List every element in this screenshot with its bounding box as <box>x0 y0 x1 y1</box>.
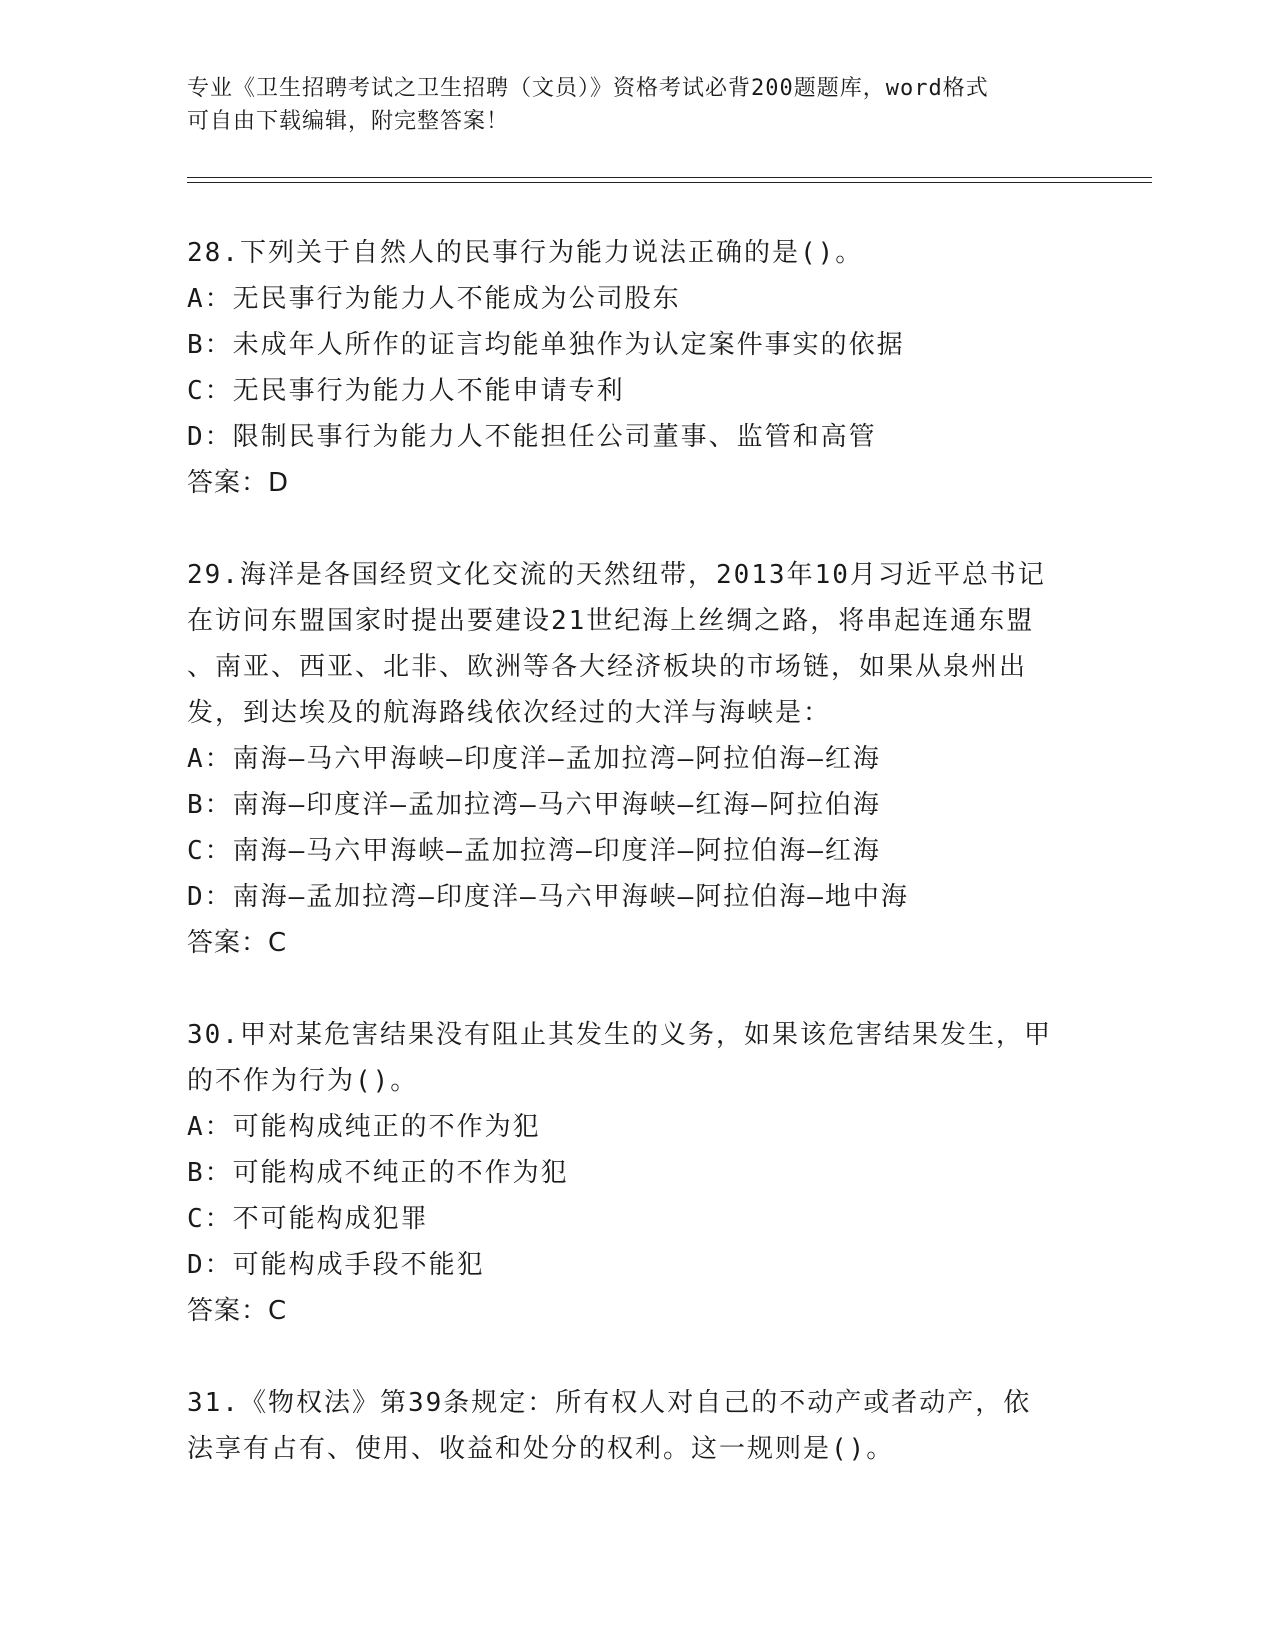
header-line-1: 专业《卫生招聘考试之卫生招聘（文员）》资格考试必背200题题库，word格式 <box>187 76 989 101</box>
answer-label: 答案：C <box>187 928 288 958</box>
option-c: C：无民事行为能力人不能申请专利 <box>187 376 625 406</box>
answer-label: 答案：D <box>187 468 290 498</box>
question-stem: 29.海洋是各国经贸文化交流的天然纽带，2013年10月习近平总书记 <box>187 560 1046 590</box>
option-b: B：可能构成不纯正的不作为犯 <box>187 1158 569 1188</box>
option-d: D：可能构成手段不能犯 <box>187 1250 485 1280</box>
header-divider-top <box>187 177 1152 178</box>
question-29 <box>187 552 1077 966</box>
question-28 <box>187 230 1077 506</box>
option-a: A：无民事行为能力人不能成为公司股东 <box>187 284 681 314</box>
option-c: C：南海—马六甲海峡—孟加拉湾—印度洋—阿拉伯海—红海 <box>187 836 881 866</box>
header-divider-bottom <box>187 182 1152 183</box>
option-b: B：未成年人所作的证言均能单独作为认定案件事实的依据 <box>187 330 905 360</box>
answer-label: 答案：C <box>187 1296 288 1326</box>
question-stem: 法享有占有、使用、收益和处分的权利。这一规则是()。 <box>187 1434 895 1464</box>
document-header <box>187 72 1087 138</box>
question-stem: 31.《物权法》第39条规定：所有权人对自己的不动产或者动产，依 <box>187 1388 1032 1418</box>
option-a: A：南海—马六甲海峡—印度洋—孟加拉湾—阿拉伯海—红海 <box>187 744 881 774</box>
option-d: D：南海—孟加拉湾—印度洋—马六甲海峡—阿拉伯海—地中海 <box>187 882 909 912</box>
question-stem: 、南亚、西亚、北非、欧洲等各大经济板块的市场链，如果从泉州出 <box>187 652 1028 682</box>
option-a: A：可能构成纯正的不作为犯 <box>187 1112 541 1142</box>
option-b: B：南海—印度洋—孟加拉湾—马六甲海峡—红海—阿拉伯海 <box>187 790 881 820</box>
question-stem: 在访问东盟国家时提出要建设21世纪海上丝绸之路，将串起连通东盟 <box>187 606 1035 636</box>
question-stem: 的不作为行为()。 <box>187 1066 419 1096</box>
question-stem: 28.下列关于自然人的民事行为能力说法正确的是()。 <box>187 238 864 268</box>
option-d: D：限制民事行为能力人不能担任公司董事、监管和高管 <box>187 422 877 452</box>
question-stem: 30.甲对某危害结果没有阻止其发生的义务，如果该危害结果发生，甲 <box>187 1020 1052 1050</box>
question-30 <box>187 1012 1077 1334</box>
header-line-2: 可自由下载编辑，附完整答案！ <box>187 109 510 134</box>
question-stem: 发，到达埃及的航海路线依次经过的大洋与海峡是： <box>187 698 832 728</box>
question-list <box>187 230 1077 1518</box>
option-c: C：不可能构成犯罪 <box>187 1204 429 1234</box>
question-31 <box>187 1380 1077 1472</box>
